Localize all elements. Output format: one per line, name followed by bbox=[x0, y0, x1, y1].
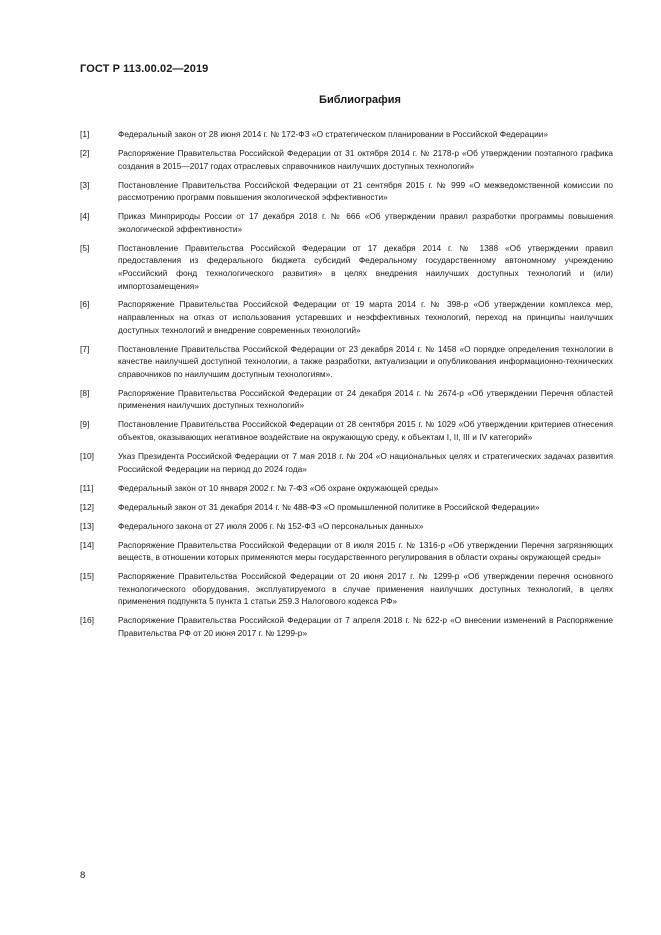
entry-number: [6] bbox=[80, 299, 90, 310]
entry-text: Распоряжение Правительства Российской Федерации от 24 декабря 2014 г. № 2674-р «Об утверждении Перечня областей применения наилучших доступных технологий» bbox=[118, 387, 613, 411]
bibliography-entry bbox=[80, 570, 613, 608]
entry-text: Постановление Правительства Российской Федерации от 28 сентября 2015 г. № 1029 «Об утверждении критериев отнесения объектов, оказывающих негативное воздействие на окружающую среду, к объектам I, II, III и IV категорий» bbox=[118, 419, 613, 442]
page-number: 8 bbox=[80, 870, 86, 881]
bibliography-entry bbox=[80, 501, 613, 514]
entry-number: [2] bbox=[80, 147, 90, 158]
entry-number: [10] bbox=[80, 450, 94, 461]
entry-number: [13] bbox=[80, 520, 94, 531]
bibliography-entry bbox=[80, 210, 613, 235]
entry-number: [16] bbox=[80, 615, 94, 626]
bibliography-entry bbox=[80, 520, 613, 533]
entry-text: Постановление Правительства Российской Федерации от 23 декабря 2014 г. № 1458 «О порядке определения технологии в качестве наилучшей доступной технологии, а также разработки, актуализации и опубликования информационно-технических справочников по наилучшим доступным технологиям». bbox=[118, 343, 613, 379]
bibliography-title: Библиография bbox=[319, 94, 401, 106]
bibliography-list bbox=[80, 128, 613, 646]
entry-text: Федеральный закон от 28 июня 2014 г. № 172-ФЗ «О стратегическом планировании в Российской Федерации» bbox=[118, 129, 549, 139]
bibliography-entry bbox=[80, 482, 613, 495]
entry-text: Постановление Правительства Российской Федерации от 21 сентября 2015 г. № 999 «О межведомственной комиссии по рассмотрению программ повышения экологической эффективности» bbox=[118, 179, 613, 203]
entry-text: Распоряжение Правительства Российской Федерации от 20 июня 2017 г. № 1299-р «Об утверждении перечня основного технологического оборудования, эксплуатируемого в случае применения наилучших доступных технологий, в целях применения подпункта 5 пункта 1 статьи 259.3 Налогового кодекса РФ» bbox=[118, 571, 613, 607]
entry-number: [7] bbox=[80, 343, 90, 354]
entry-number: [1] bbox=[80, 129, 90, 139]
entry-number: [11] bbox=[80, 482, 94, 493]
bibliography-entry bbox=[80, 147, 613, 172]
entry-number: [15] bbox=[80, 571, 94, 582]
entry-text: Распоряжение Правительства Российской Федерации от 19 марта 2014 г. № 398-р «Об утверждении комплекса мер, направленных на отказ от использования устаревших и неэффективных технологий, переход на принципы наилучших доступных технологий и внедрение современных технологий» bbox=[118, 299, 613, 335]
bibliography-entry bbox=[80, 450, 613, 475]
entry-number: [14] bbox=[80, 539, 94, 550]
bibliography-entry bbox=[80, 418, 613, 443]
entry-text: Приказ Минприроды России от 17 декабря 2018 г. № 666 «Об утверждении правил разработки программы повышения экологической эффективности» bbox=[118, 211, 613, 234]
document-code: ГОСТ Р 113.00.02—2019 bbox=[80, 63, 209, 75]
bibliography-entry bbox=[80, 128, 613, 141]
bibliography-entry bbox=[80, 179, 613, 204]
bibliography-entry bbox=[80, 298, 613, 336]
entry-text: Постановление Правительства Российской Федерации от 17 декабря 2014 г. № 1388 «Об утверждении правил предоставления из федерального бюджета субсидий Федеральному государственному автономному учреждению «Российский фонд технологического развития» в целях внедрения наилучших доступных технологий и (или) импортозамещения» bbox=[118, 242, 613, 291]
entry-text: Распоряжение Правительства Российской Федерации от 31 октября 2014 г. № 2178-р «Об утверждении поэтапного графика создания в 2015—2017 годах отраслевых справочников наилучших доступных технологий» bbox=[118, 147, 613, 171]
bibliography-entry bbox=[80, 387, 613, 412]
entry-number: [4] bbox=[80, 211, 90, 222]
entry-text: Распоряжение Правительства Российской Федерации от 8 июля 2015 г. № 1316-р «Об утверждении Перечня загрязняющих веществ, в отношении которых применяются меры государственного регулирования в области охраны окружающей среды» bbox=[118, 539, 613, 563]
entry-text: Федерального закона от 27 июля 2006 г. № 152-ФЗ «О персональных данных» bbox=[118, 520, 424, 531]
entry-number: [8] bbox=[80, 387, 90, 398]
entry-number: [12] bbox=[80, 501, 94, 512]
entry-text: Распоряжение Правительства Российской Федерации от 7 апреля 2018 г. № 622-р «О внесении изменений в Распоряжение Правительства РФ от 20 июня 2017 г. № 1299-р» bbox=[118, 615, 613, 638]
entry-text: Указ Президента Российской Федерации от 7 мая 2018 г. № 204 «О национальных целях и стратегических задачах развития Российской Федерации на период до 2024 года» bbox=[118, 450, 613, 474]
entry-number: [3] bbox=[80, 179, 90, 190]
bibliography-entry bbox=[80, 242, 613, 292]
entry-text: Федеральный закон от 10 января 2002 г. № 7-ФЗ «Об охране окружающей среды» bbox=[118, 482, 439, 493]
bibliography-entry bbox=[80, 614, 613, 639]
entry-number: [5] bbox=[80, 242, 90, 253]
bibliography-entry bbox=[80, 539, 613, 564]
bibliography-entry bbox=[80, 343, 613, 381]
entry-text: Федеральный закон от 31 декабря 2014 г. № 488-ФЗ «О промышленной политике в Российской Федерации» bbox=[118, 501, 540, 512]
entry-number: [9] bbox=[80, 419, 90, 430]
